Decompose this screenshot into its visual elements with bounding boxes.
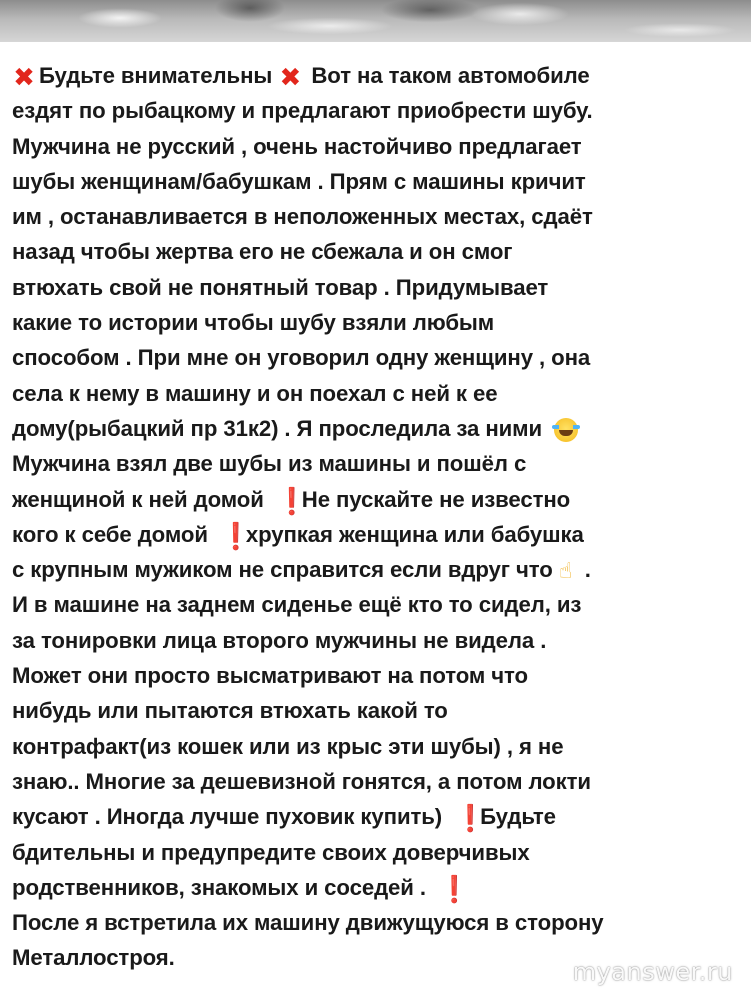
- post-line-4: шубы женщинам/бабушкам . Прям с машины кричит: [12, 168, 586, 194]
- post-line-1: [12, 58, 737, 93]
- post-line-16: И в машине на заднем сиденье ещё кто то сидел, из: [12, 592, 582, 618]
- post-line-11: [12, 411, 737, 446]
- post-line-7: втюхать свой не понятный товар . Придумывает: [12, 274, 549, 300]
- post-line-text: хрупкая женщина или бабушка: [245, 521, 584, 547]
- post-line-text: родственников, знакомых и соседей .: [12, 874, 426, 900]
- post-line-5: им , останавливается в неположенных местах, сдаёт: [12, 204, 593, 230]
- post-line-text: .: [584, 557, 591, 583]
- exclamation-icon: ❗: [454, 803, 487, 834]
- post-line-26: Металлостроя.: [12, 945, 175, 971]
- post-line-15: [12, 552, 737, 587]
- post-line-25: После я встретила их машину движущуюся в сторону: [12, 910, 604, 936]
- post-line-8: какие то истории чтобы шубу взяли любым: [12, 310, 495, 336]
- post-line-text: Будьте: [480, 804, 556, 830]
- post-line-text: дому(рыбацкий пр 31к2) . Я проследила за ними: [12, 415, 543, 441]
- post-line-3: Мужчина не русский , очень настойчиво предлагает: [12, 133, 582, 159]
- post-line-19: нибудь или пытаются втюхать какой то: [12, 698, 448, 724]
- top-photo-strip: [0, 0, 751, 42]
- post-line-text: Будьте внимательны: [39, 63, 273, 88]
- post-line-17: за тонировки лица второго мужчины не видела .: [12, 627, 547, 653]
- exclamation-icon: ❗: [437, 873, 471, 904]
- cross-mark-icon: ✖: [13, 62, 35, 93]
- post-line-14: [12, 517, 737, 552]
- post-line-text: с крупным мужиком не справится если вдруг что: [12, 557, 553, 583]
- watermark: myanswer.ru: [572, 958, 733, 986]
- post-line-text: женщиной к ней домой: [12, 486, 264, 512]
- post-line-10: села к нему в машину и он поехал с ней к ее: [12, 380, 498, 406]
- post-line-2: ездят по рыбацкому и предлагают приобрести шубу.: [12, 98, 593, 124]
- cross-mark-icon: ✖: [279, 62, 302, 93]
- post-line-18: Может они просто высматривают на потом что: [12, 663, 528, 689]
- exclamation-icon: ❗: [275, 485, 309, 516]
- post-line-text: Вот на таком автомобиле: [311, 63, 590, 88]
- post-line-21: знаю.. Многие за дешевизной гонятся, а потом локти: [12, 768, 591, 794]
- post-line-text: кого к себе домой: [12, 521, 208, 547]
- tears-of-joy-icon: [554, 418, 578, 442]
- post-line-6: назад чтобы жертва его не сбежала и он смог: [12, 239, 513, 265]
- post-line-20: контрафакт(из кошек или из крыс эти шубы) , я не: [12, 733, 564, 759]
- post-line-23: бдительны и предупредите своих доверчивых: [12, 839, 530, 865]
- post-line-13: [12, 482, 737, 517]
- post-line-text: кусают . Иногда лучше пуховик купить): [12, 804, 443, 830]
- post-line-9: способом . При мне он уговорил одну женщину , она: [12, 345, 591, 371]
- post-line-22: [12, 799, 737, 834]
- exclamation-icon: ❗: [219, 521, 253, 551]
- post-text: [12, 58, 737, 976]
- post-line-24: [12, 870, 737, 905]
- post-line-12: Мужчина взял две шубы из машины и пошёл с: [12, 451, 527, 477]
- post-line-text: Не пускайте не известно: [301, 486, 571, 512]
- pointing-up-hand-icon: ☝: [559, 558, 573, 584]
